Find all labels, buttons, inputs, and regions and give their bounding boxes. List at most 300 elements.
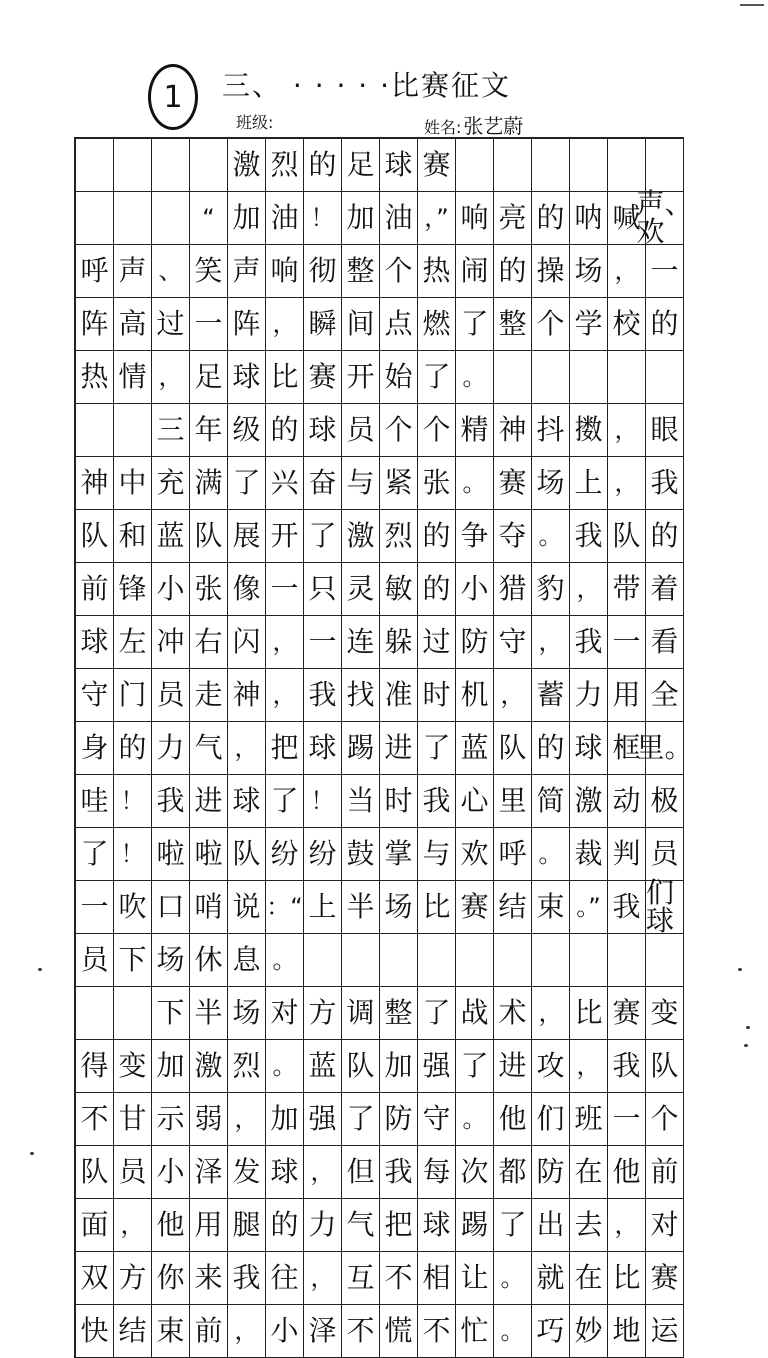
grid-cell: ， [532,987,570,1040]
grid-cell: 场 [380,881,418,934]
grid-cell: 出 [532,1199,570,1252]
grid-cell: 加 [152,1040,190,1093]
grid-cell: 争 [456,510,494,563]
grid-cell: ， [494,669,532,722]
grid-cell: 烈 [228,1040,266,1093]
grid-cell: 守 [494,616,532,669]
grid-cell: 神 [228,669,266,722]
grid-cell: ！ [114,828,152,881]
grid-cell: 抖 [532,404,570,457]
grid-cell: 攻 [532,1040,570,1093]
grid-cell: 和 [114,510,152,563]
grid-cell: 们 [532,1093,570,1146]
grid-cell: 动 [608,775,646,828]
grid-cell [114,404,152,457]
grid-cell: 对 [266,987,304,1040]
grid-cell: 。 [494,1305,532,1358]
grid-cell: 整 [380,987,418,1040]
grid-cell: 队 [76,510,114,563]
grid-cell: 小 [456,563,494,616]
grid-cell: 相 [418,1252,456,1305]
grid-cell: 前 [190,1305,228,1358]
grid-cell: 甘 [114,1093,152,1146]
scan-speck [744,1044,748,1047]
grid-cell: 示 [152,1093,190,1146]
grid-cell: 里。 [646,722,684,775]
grid-cell: 蓝 [152,510,190,563]
grid-cell [76,404,114,457]
grid-cell [494,139,532,192]
grid-cell: 变 [646,987,684,1040]
grid-cell: 弱 [190,1093,228,1146]
grid-cell: 操 [532,245,570,298]
grid-cell: 在 [570,1146,608,1199]
grid-cell: 巧 [532,1305,570,1358]
grid-cell: 地 [608,1305,646,1358]
grid-cell: 了 [418,987,456,1040]
grid-cell: 躲 [380,616,418,669]
page-title: 三、 · · · · ·比赛征文 [222,69,512,102]
grid-cell [570,351,608,404]
grid-row [76,1146,684,1199]
grid-cell: 球 [418,1199,456,1252]
grid-cell [456,934,494,987]
grid-cell: 声 [228,245,266,298]
grid-cell: 呐 [570,192,608,245]
grid-row [76,722,693,775]
grid-cell: 半 [190,987,228,1040]
grid-cell: ， [570,1040,608,1093]
grid-cell [76,192,114,245]
grid-cell: 让 [456,1252,494,1305]
grid-row [76,1305,684,1358]
grid-cell: 不 [342,1305,380,1358]
grid-row [76,563,684,616]
grid-cell: 我 [646,457,684,510]
grid-cell: 啦 [190,828,228,881]
grid-cell [152,192,190,245]
grid-cell: 展 [228,510,266,563]
grid-row [76,828,684,881]
grid-cell: 来 [190,1252,228,1305]
grid-cell: 瞬 [304,298,342,351]
grid-cell: 哇 [76,775,114,828]
grid-cell: 上 [304,881,342,934]
grid-cell: 鼓 [342,828,380,881]
grid-cell: 张 [418,457,456,510]
grid-cell [114,139,152,192]
grid-cell: 。 [532,510,570,563]
grid-cell: 守 [418,1093,456,1146]
grid-cell: 闹 [456,245,494,298]
grid-cell: 进 [190,775,228,828]
grid-cell: 身 [76,722,114,775]
grid-cell: 响 [456,192,494,245]
grid-cell: 队 [190,510,228,563]
grid-row [76,1040,684,1093]
grid-cell: 队 [228,828,266,881]
grid-cell: 用 [190,1199,228,1252]
grid-cell: 看 [646,616,684,669]
grid-cell: 半 [342,881,380,934]
grid-cell: 加 [380,1040,418,1093]
grid-cell: 个 [418,404,456,457]
grid-cell [494,351,532,404]
grid-cell: 进 [494,1040,532,1093]
grid-cell: 班 [570,1093,608,1146]
grid-cell: ，” [418,192,456,245]
grid-cell: 阵 [76,298,114,351]
grid-cell: 一 [190,298,228,351]
grid-cell: 气 [190,722,228,775]
grid-cell: 里 [494,775,532,828]
grid-row [76,245,684,298]
grid-cell: 比 [418,881,456,934]
grid-cell: 擞 [570,404,608,457]
grid-cell: ， [608,404,646,457]
grid-cell: 球 [228,775,266,828]
grid-cell: 你 [152,1252,190,1305]
grid-cell: ， [266,669,304,722]
grid-cell: 的 [532,192,570,245]
grid-cell: 冲 [152,616,190,669]
grid-cell: 神 [76,457,114,510]
grid-cell: 夺 [494,510,532,563]
grid-cell: 哨 [190,881,228,934]
grid-cell: 紧 [380,457,418,510]
grid-cell: 级 [228,404,266,457]
grid-cell: ， [228,1305,266,1358]
grid-cell: 激 [570,775,608,828]
grid-cell: 加 [342,192,380,245]
grid-cell: 赛 [494,457,532,510]
grid-cell [494,934,532,987]
grid-cell: 连 [342,616,380,669]
grid-cell: 当 [342,775,380,828]
grid-cell: 说 [228,881,266,934]
grid-cell: 用 [608,669,646,722]
grid-cell: 方 [304,987,342,1040]
grid-cell: 的 [114,722,152,775]
grid-cell: 像 [228,563,266,616]
grid-cell [76,987,114,1040]
grid-cell: 下 [152,987,190,1040]
grid-cell [152,139,190,192]
grid-cell: 他 [608,1146,646,1199]
grid-cell: 三 [152,404,190,457]
grid-cell: 。 [456,1093,494,1146]
grid-cell: 亮 [494,192,532,245]
grid-cell: 妙 [570,1305,608,1358]
grid-cell: 面 [76,1199,114,1252]
grid-cell: 油 [380,192,418,245]
grid-cell: 腿 [228,1199,266,1252]
grid-cell: 在 [570,1252,608,1305]
grid-cell: 的 [418,510,456,563]
grid-cell: 个 [380,245,418,298]
grid-cell: 他 [152,1199,190,1252]
grid-row [76,934,684,987]
grid-cell: 喊 [608,192,646,245]
grid-cell: 个 [380,404,418,457]
grid-cell: 赛 [304,351,342,404]
grid-row [76,510,684,563]
grid-cell: 小 [152,1146,190,1199]
grid-cell: ， [266,616,304,669]
grid-cell: 热 [76,351,114,404]
grid-cell: 慌 [380,1305,418,1358]
grid-cell: 发 [228,1146,266,1199]
grid-cell: 员 [152,669,190,722]
grid-cell: ， [228,722,266,775]
grid-cell: ， [152,351,190,404]
grid-row [76,457,684,510]
grid-cell: 兴 [266,457,304,510]
grid-cell: 豹 [532,563,570,616]
grid-cell: 球 [76,616,114,669]
grid-row [76,775,684,828]
grid-cell: ！ [114,775,152,828]
grid-cell: 一 [266,563,304,616]
grid-cell: 前 [646,1146,684,1199]
grid-cell: 开 [266,510,304,563]
grid-cell: 往 [266,1252,304,1305]
grid-cell: 纷 [304,828,342,881]
grid-cell: 运 [646,1305,684,1358]
grid-cell: ， [304,1146,342,1199]
grid-cell: 方 [114,1252,152,1305]
grid-row [76,351,684,404]
grid-cell: 加 [228,192,266,245]
grid-cell: 我 [380,1146,418,1199]
grid-cell: 我 [228,1252,266,1305]
scan-speck [738,968,742,971]
grid-cell: 束 [152,1305,190,1358]
grid-cell: 校 [608,298,646,351]
grid-cell: 赛 [646,1252,684,1305]
grid-cell: 激 [342,510,380,563]
grid-cell: 泽 [304,1305,342,1358]
grid-cell: 力 [152,722,190,775]
class-label: 班级: [236,113,274,132]
grid-cell: 门 [114,669,152,722]
grid-cell: 。 [456,457,494,510]
grid-cell: 队 [646,1040,684,1093]
grid-cell: ， [608,457,646,510]
grid-cell: 了 [456,1040,494,1093]
grid-cell: 比 [570,987,608,1040]
grid-cell: 队 [608,510,646,563]
grid-cell: 左 [114,616,152,669]
grid-cell: 力 [304,1199,342,1252]
grid-cell: 不 [76,1093,114,1146]
grid-cell: 每 [418,1146,456,1199]
grid-cell: 时 [418,669,456,722]
grid-cell: 我 [152,775,190,828]
grid-cell: 奋 [304,457,342,510]
grid-row [76,1199,684,1252]
grid-cell: 踢 [456,1199,494,1252]
grid-cell: 球 [304,404,342,457]
grid-cell: 场 [570,245,608,298]
grid-cell: 泽 [190,1146,228,1199]
grid-cell: 我 [608,1040,646,1093]
grid-cell: ！ [304,775,342,828]
grid-cell: 球 [380,139,418,192]
grid-cell: 激 [228,139,266,192]
grid-cell: 束 [532,881,570,934]
grid-cell: 声、欢 [636,187,693,248]
grid-cell: 快 [76,1305,114,1358]
grid-row [76,298,684,351]
grid-cell: 。” [570,881,608,934]
grid-cell: 欢 [456,828,494,881]
grid-cell: 一 [76,881,114,934]
grid-cell: 与 [342,457,380,510]
grid-cell: 年 [190,404,228,457]
grid-cell: 了 [304,510,342,563]
grid-cell: 比 [608,1252,646,1305]
grid-cell: 着 [646,563,684,616]
grid-cell: 张 [190,563,228,616]
grid-cell: 找 [342,669,380,722]
grid-cell: 前 [76,563,114,616]
grid-cell: 次 [456,1146,494,1199]
grid-cell: 猎 [494,563,532,616]
grid-cell: 的 [418,563,456,616]
grid-cell: 间 [342,298,380,351]
grid-cell [646,934,684,987]
grid-cell: 防 [456,616,494,669]
grid-cell: 燃 [418,298,456,351]
grid-cell: 眼 [646,404,684,457]
grid-cell: ， [532,616,570,669]
grid-cell: 笑 [190,245,228,298]
scan-speck [38,968,42,971]
grid-cell: 判 [608,828,646,881]
grid-cell [456,139,494,192]
grid-row [76,876,684,937]
grid-cell: ， [114,1199,152,1252]
grid-cell: 开 [342,351,380,404]
composition-grid [74,137,693,1358]
grid-cell: 学 [570,298,608,351]
grid-cell: 比 [266,351,304,404]
class-field [236,110,273,133]
grid-cell: 。 [494,1252,532,1305]
grid-cell: ， [266,298,304,351]
grid-cell: 小 [152,563,190,616]
grid-cell: 守 [76,669,114,722]
grid-cell: 我 [570,510,608,563]
grid-cell: 强 [304,1093,342,1146]
name-label: 姓名: [424,118,462,137]
grid-cell: 息 [228,934,266,987]
grid-cell: 呼 [76,245,114,298]
grid-cell: 满 [190,457,228,510]
grid-cell: 战 [456,987,494,1040]
grid-cell: 中 [114,457,152,510]
grid-cell: 互 [342,1252,380,1305]
grid-cell: 双 [76,1252,114,1305]
grid-cell: 点 [380,298,418,351]
grid-cell: 声 [114,245,152,298]
grid-cell: 结 [114,1305,152,1358]
grid-cell: 的 [646,510,684,563]
grid-cell: 蓝 [304,1040,342,1093]
grid-cell: 我 [570,616,608,669]
grid-cell: 的 [494,245,532,298]
grid-row [76,616,684,669]
grid-cell: 一 [608,1093,646,1146]
grid-cell: 防 [380,1093,418,1146]
grid-cell: ， [304,1252,342,1305]
grid-row [76,404,684,457]
grid-cell: 、 [152,245,190,298]
grid-cell: 精 [456,404,494,457]
grid-cell [532,351,570,404]
grid-cell [76,139,114,192]
grid-cell: 小 [266,1305,304,1358]
grid-cell: 准 [380,669,418,722]
grid-cell: 过 [418,616,456,669]
grid-cell: 加 [266,1093,304,1146]
grid-cell [304,934,342,987]
grid-cell: 锋 [114,563,152,616]
grid-cell [646,351,684,404]
grid-cell: 足 [190,351,228,404]
grid-cell: 队 [342,1040,380,1093]
grid-cell: 把 [266,722,304,775]
grid-cell [380,934,418,987]
grid-cell: 掌 [380,828,418,881]
student-name: 张艺蔚 [463,114,524,138]
grid-cell: 结 [494,881,532,934]
scan-speck [30,1152,34,1155]
grid-cell: 休 [190,934,228,987]
grid-cell: 的 [266,1199,304,1252]
grid-cell: 。 [266,1040,304,1093]
grid-cell: 吹 [114,881,152,934]
grid-cell: 忙 [456,1305,494,1358]
grid-cell: 上 [570,457,608,510]
grid-cell: 口 [152,881,190,934]
grid-cell: 与 [418,828,456,881]
grid-cell: 球 [304,722,342,775]
grid-cell: 阵 [228,298,266,351]
grid-cell: 们球 [646,881,684,934]
grid-cell: 一 [608,616,646,669]
grid-cell: 球 [266,1146,304,1199]
grid-cell: 神 [494,404,532,457]
grid-cell: 蓄 [532,669,570,722]
grid-cell: 彻 [304,245,342,298]
grid-row [76,987,684,1040]
circled-number-text: 1 [163,79,183,115]
grid-cell: ！ [304,192,342,245]
grid-cell: 力 [570,669,608,722]
grid-cell: 烈 [266,139,304,192]
grid-cell: 我 [608,881,646,934]
grid-cell [532,139,570,192]
grid-cell: 调 [342,987,380,1040]
grid-cell: 员 [114,1146,152,1199]
grid-cell: 裁 [570,828,608,881]
grid-cell: 全 [646,669,684,722]
grid-row [76,187,693,248]
grid-cell: 油 [266,192,304,245]
grid-cell: 敏 [380,563,418,616]
